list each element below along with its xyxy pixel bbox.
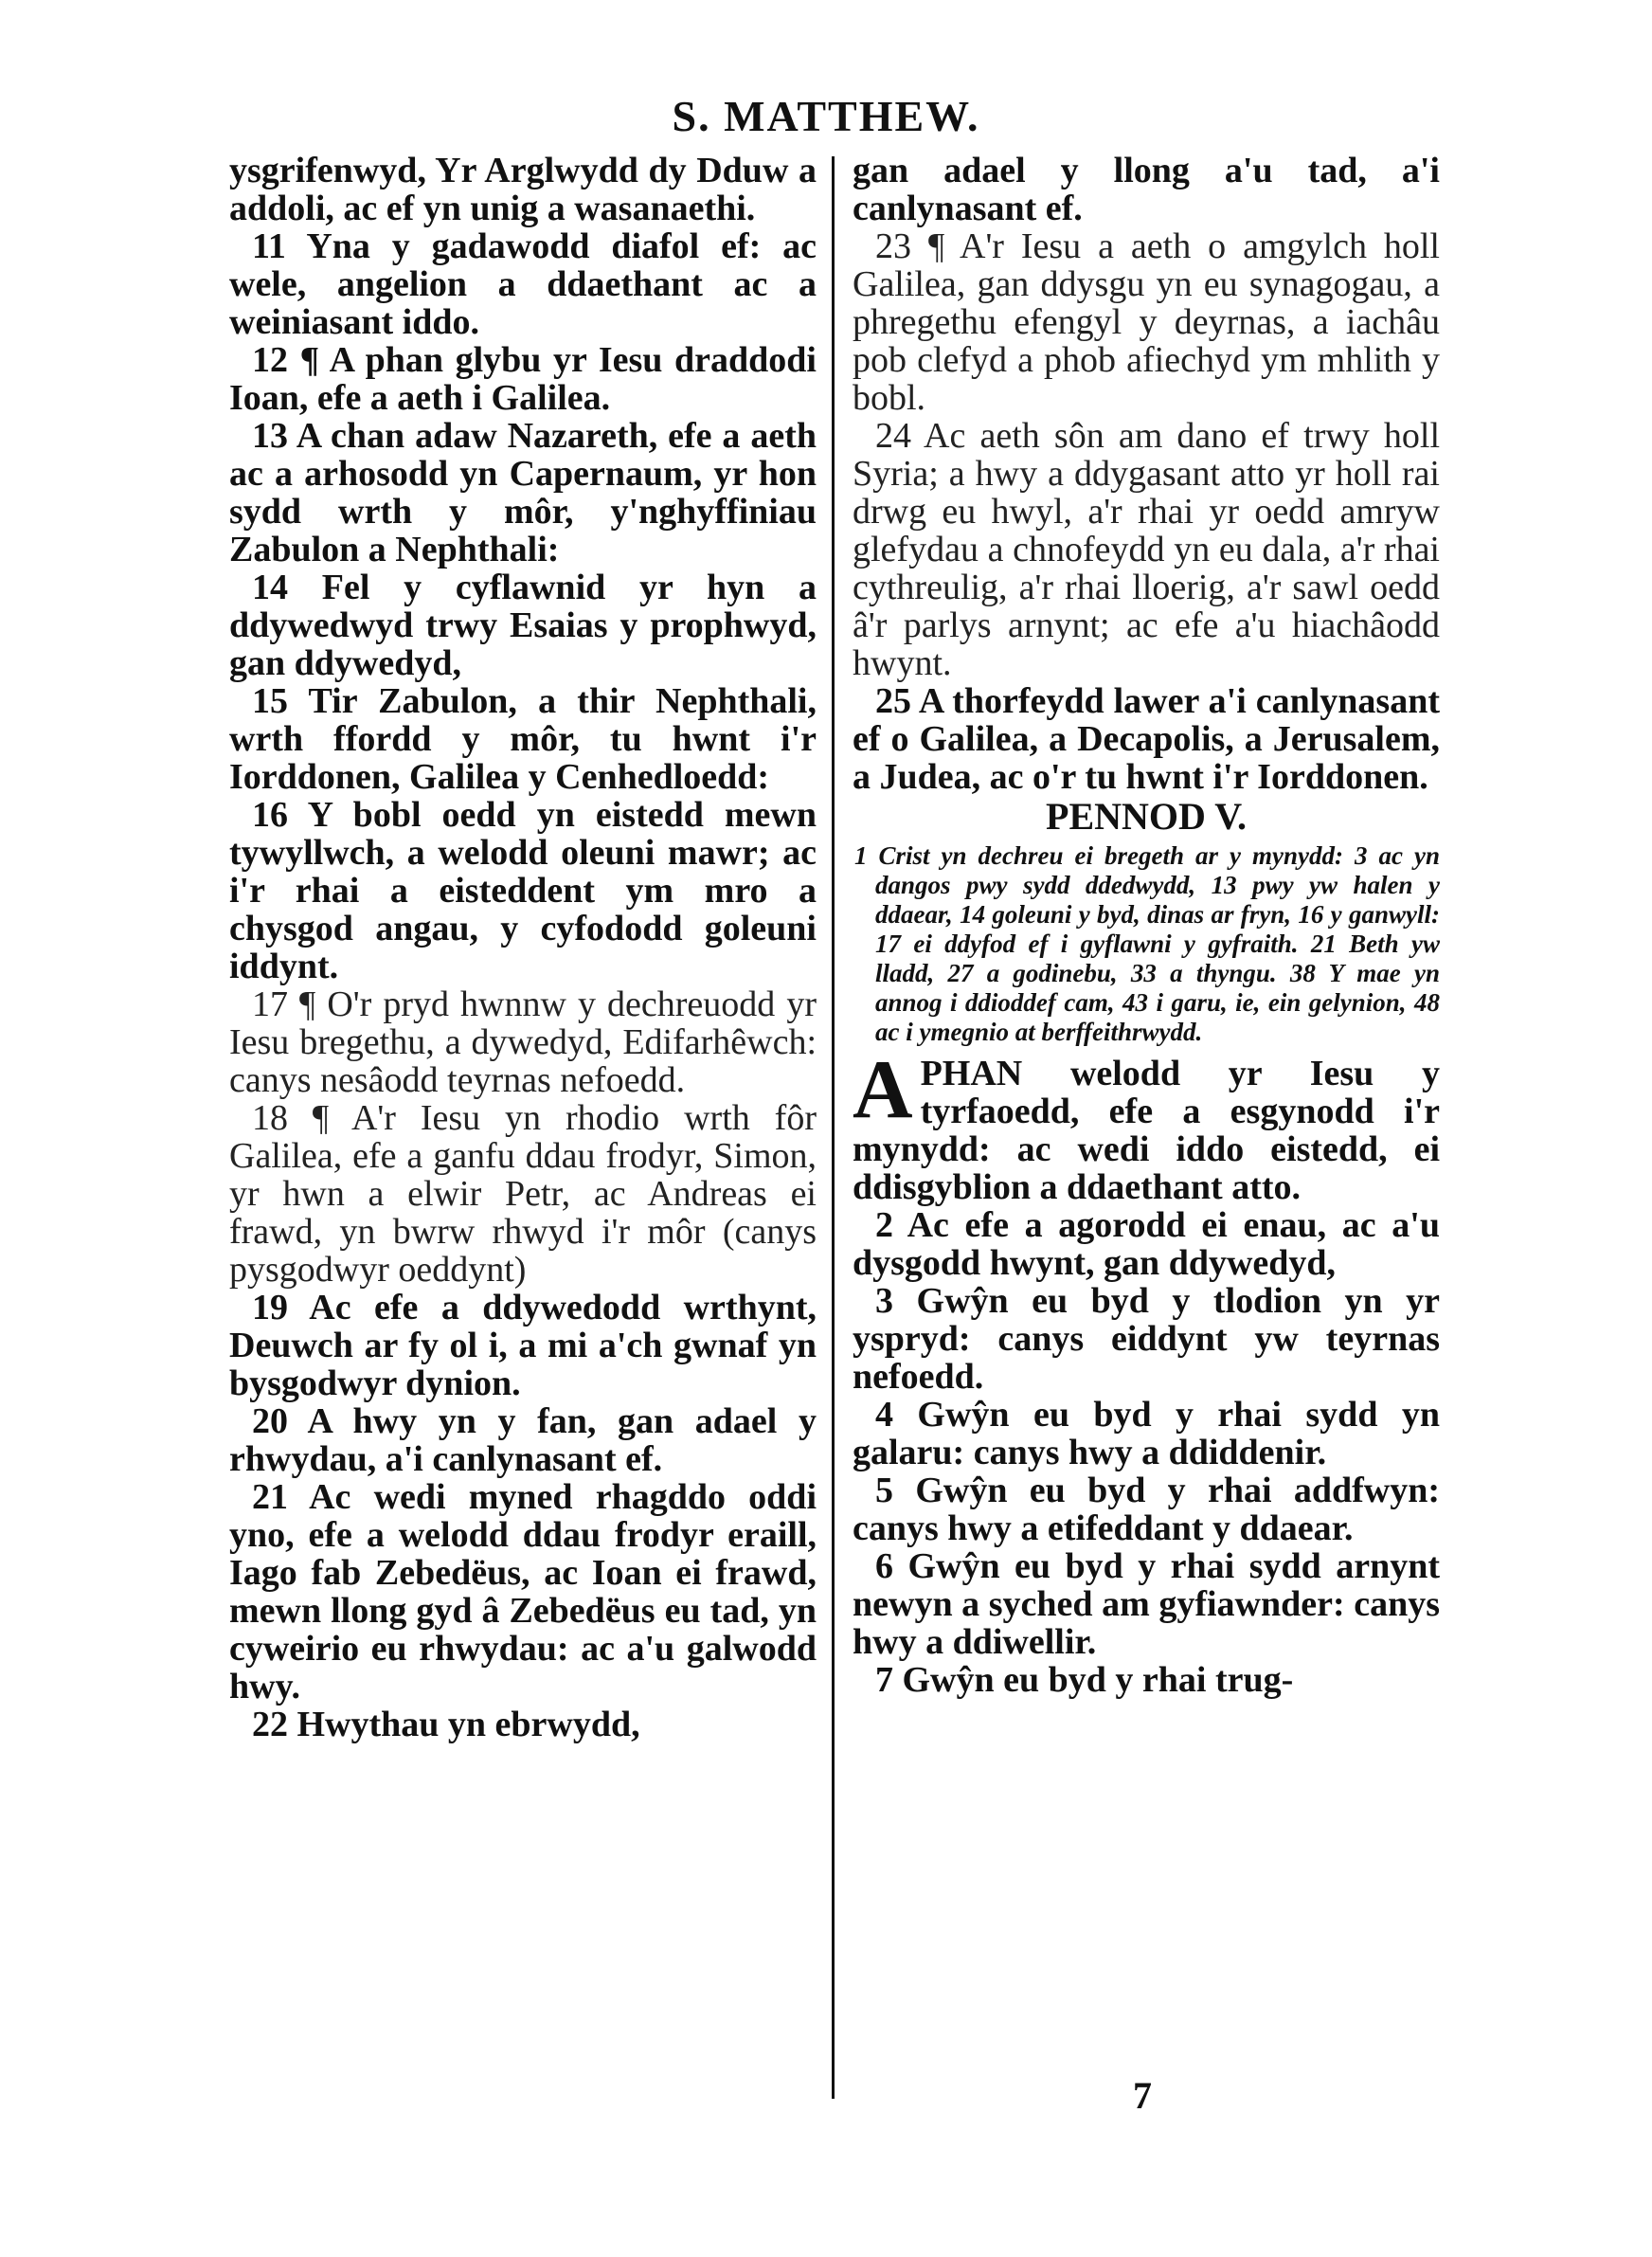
verse-paragraph: 16 Y bobl oedd yn eistedd mewn tywyllwch, a welodd oleuni mawr; ac i'r rhai a eisteddent ym mro a chysgod angau, y cyfododd goleuni iddynt.	[229, 795, 817, 986]
verse-paragraph: 17 ¶ O'r pryd hwnnw y dechreuodd yr Iesu bregethu, a dywedyd, Edifarhêwch: canys nesâodd teyrnas nefoedd.	[229, 984, 817, 1100]
right-column	[853, 152, 1440, 1699]
verse-paragraph: 18 ¶ A'r Iesu yn rhodio wrth fôr Galilea, efe a ganfu ddau frodyr, Simon, yr hwn a elwir Petr, ac Andreas ei frawd, yn bwrw rhwyd i'r môr (canys pysgodwyr oeddynt)	[229, 1098, 817, 1290]
verse-paragraph: 21 Ac wedi myned rhagddo oddi yno, efe a welodd ddau frodyr eraill, Iago fab Zebedëus, ac Ioan ei frawd, mewn llong gyd â Zebedëus eu tad, yn cyweirio eu rhwydau: ac a'u galwodd hwy.	[229, 1477, 817, 1706]
left-column	[229, 152, 817, 1743]
verse-paragraph: gan adael y llong a'u tad, a'i canlynasant ef.	[853, 151, 1440, 228]
verse-paragraph: 7 Gwŷn eu byd y rhai trug-	[875, 1660, 1294, 1700]
verse-paragraph: 15 Tir Zabulon, a thir Nephthali, wrth ffordd y môr, tu hwnt i'r Iorddonen, Galilea y Cenhedloedd:	[229, 681, 817, 797]
verse-paragraph: 24 Ac aeth sôn am dano ef trwy holl Syria; a hwy a ddygasant atto yr holl rai drwg eu hwyl, a'r rhai yr oedd amryw glefydau a chnofeydd yn eu dala, a'r rhai cythreulig, a'r rhai lloerig, a'r sawl oedd â'r parlys arnynt; ac efe a'u hiachâodd hwynt.	[853, 416, 1440, 683]
verse-paragraph: 23 ¶ A'r Iesu a aeth o amgylch holl Galilea, gan ddysgu yn eu synagogau, a phregethu efengyl y deyrnas, a iachâu pob clefyd a phob afiechyd ym mhlith y bobl.	[853, 226, 1440, 418]
verse-paragraph: 2 Ac efe a agorodd ei enau, ac a'u dysgodd hwynt, gan ddywedyd,	[853, 1205, 1440, 1283]
verse-paragraph: 25 A thorfeydd lawer a'i canlynasant ef o Galilea, a Decapolis, a Jerusalem, a Judea, ac o'r tu hwnt i'r Iorddonen.	[853, 681, 1440, 797]
column-rule	[832, 156, 835, 2099]
verse-paragraph: ysgrifenwyd, Yr Arglwydd dy Dduw a addoli, ac ef yn unig a wasanaethi.	[229, 151, 817, 228]
verse-paragraph: 11 Yna y gadawodd diafol ef: ac wele, angelion a ddaethant ac a weiniasant iddo.	[229, 226, 817, 342]
verse-paragraph: 4 Gwŷn eu byd y rhai sydd yn galaru: canys hwy a ddiddenir.	[853, 1395, 1440, 1472]
opening-verse	[853, 1044, 1440, 1207]
verse-paragraph: 22 Hwythau yn ebrwydd,	[252, 1705, 640, 1744]
running-head: S. MATTHEW.	[672, 92, 980, 140]
verse-paragraph: 13 A chan adaw Nazareth, efe a aeth ac a arhosodd yn Capernaum, yr hon sydd wrth y môr, y'nghyffiniau Zabulon a Nephthali:	[229, 416, 817, 569]
verse-paragraph: 5 Gwŷn eu byd y rhai addfwyn: canys hwy a etifeddant y ddaear.	[853, 1471, 1440, 1548]
verse-paragraph: 12 ¶ A phan glybu yr Iesu draddodi Ioan, efe a aeth i Galilea.	[229, 340, 817, 418]
verse-paragraph: 19 Ac efe a ddywedodd wrthynt, Deuwch ar fy ol i, a mi a'ch gwnaf yn bysgodwyr dynion.	[229, 1288, 817, 1403]
verse-paragraph: 14 Fel y cyflawnid yr hyn a ddywedwyd trwy Esaias y prophwyd, gan ddywedyd,	[229, 568, 817, 683]
verse-paragraph: 6 Gwŷn eu byd y rhai sydd arnynt newyn a syched am gyfiawnder: canys hwy a ddiwellir.	[853, 1546, 1440, 1662]
right-column-top	[853, 152, 1440, 796]
verse-paragraph: 20 A hwy yn y fan, gan adael y rhwydau, a'i canlynasant ef.	[229, 1401, 817, 1479]
verse-paragraph: 3 Gwŷn eu byd y tlodion yn yr yspryd: canys eiddynt yw teyrnas nefoedd.	[853, 1281, 1440, 1397]
right-column-bottom	[853, 1206, 1440, 1699]
dropcap-letter: A	[853, 1044, 913, 1136]
chapter-heading: PENNOD V.	[1046, 795, 1247, 838]
page-number: 7	[1133, 2074, 1152, 2117]
opening-verse-text: PHAN welodd yr Iesu y tyrfaoedd, efe a esgynodd i'r mynydd: ac wedi iddo eistedd, ei ddisgyblion a ddaethant atto.	[853, 1054, 1440, 1207]
chapter-summary: 1 Crist yn dechreu ei bregeth ar y mynydd: 3 ac yn dangos pwy sydd ddedwydd, 13 pwy yw halen y ddaear, 14 goleuni y byd, dinas ar fryn, 16 y ganwyll: 17 ei ddyfod ef i gyflawni y gyfraith. 21 Beth yw lladd, 27 a godinebu, 33 a thyngu. 38 Y mae yn annog i ddioddef cam, 43 i garu, ie, ein gelynion, 48 ac i ymegnio at berffeithrwydd.	[854, 841, 1440, 1046]
